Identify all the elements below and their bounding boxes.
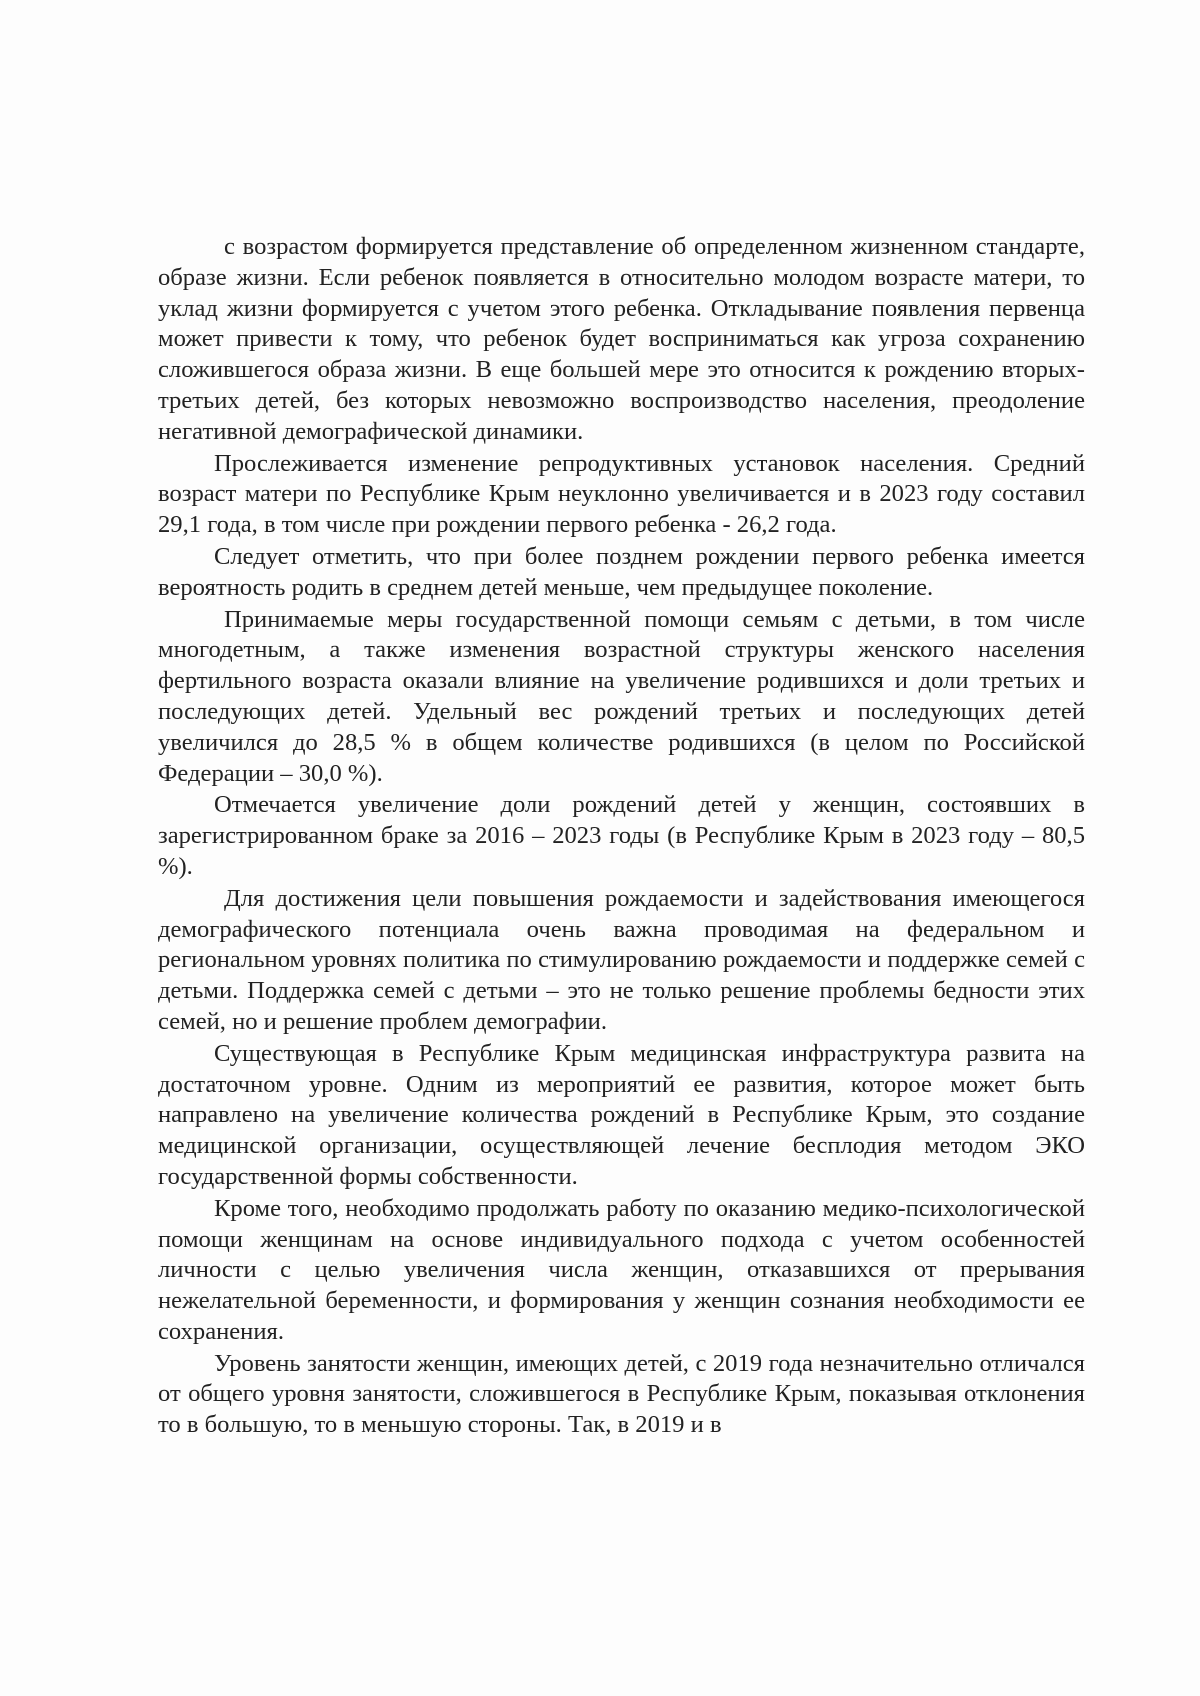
paragraph-7: Существующая в Республике Крым медицинская инфраструктура развита на достаточном уровне. Одним из мероприятий ее развития, которое может быть направлено на увеличение количества рождений в Республике Крым, это создание медицинской организации, осуществляющей лечение бесплодия методом ЭКО государственной формы собственности. <box>158 1039 1085 1190</box>
paragraph-8: Кроме того, необходимо продолжать работу по оказанию медико-психологической помощи женщинам на основе индивидуального подхода с учетом особенностей личности с целью увеличения числа женщин, отказавшихся от прерывания нежелательной беременности, и формирования у женщин сознания необходимости ее сохранения. <box>158 1194 1085 1345</box>
document-body <box>158 232 1085 1441</box>
paragraph-1: с возрастом формируется представление об определенном жизненном стандарте, образе жизни. Если ребенок появляется в относительно молодом возрасте матери, то уклад жизни формируется с учетом этого ребенка. Откладывание появления первенца может привести к тому, что ребенок будет восприниматься как угроза сохранению сложившегося образа жизни. В еще большей мере это относится к рождению вторых-третьих детей, без которых невозможно воспроизводство населения, преодоление негативной демографической динамики. <box>158 233 1085 445</box>
paragraph-2: Прослеживается изменение репродуктивных установок населения. Средний возраст матери по Республике Крым неуклонно увеличивается и в 2023 году составил 29,1 года, в том числе при рождении первого ребенка - 26,2 года. <box>158 449 1085 539</box>
paragraph-4: Принимаемые меры государственной помощи семьям с детьми, в том числе многодетным, а также изменения возрастной структуры женского населения фертильного возраста оказали влияние на увеличение родившихся и доли третьих и последующих детей. Удельный вес рождений третьих и последующих детей увеличился до 28,5 % в общем количестве родившихся (в целом по Российской Федерации – 30,0 %). <box>158 605 1085 787</box>
paragraph-3: Следует отметить, что при более позднем рождении первого ребенка имеется вероятность родить в среднем детей меньше, чем предыдущее поколение. <box>158 542 1085 601</box>
paragraph-6: Для достижения цели повышения рождаемости и задействования имеющегося демографического потенциала очень важна проводимая на федеральном и региональном уровнях политика по стимулированию рождаемости и поддержке семей с детьми. Поддержка семей с детьми – это не только решение проблемы бедности этих семей, но и решение проблем демографии. <box>158 884 1085 1035</box>
paragraph-9: Уровень занятости женщин, имеющих детей, с 2019 года незначительно отличался от общего уровня занятости, сложившегося в Республике Крым, показывая отклонения то в большую, то в меньшую стороны. Так, в 2019 и в <box>158 1349 1085 1439</box>
paragraph-5: Отмечается увеличение доли рождений детей у женщин, состоявших в зарегистрированном браке за 2016 – 2023 годы (в Республике Крым в 2023 году – 80,5 %). <box>158 791 1085 880</box>
